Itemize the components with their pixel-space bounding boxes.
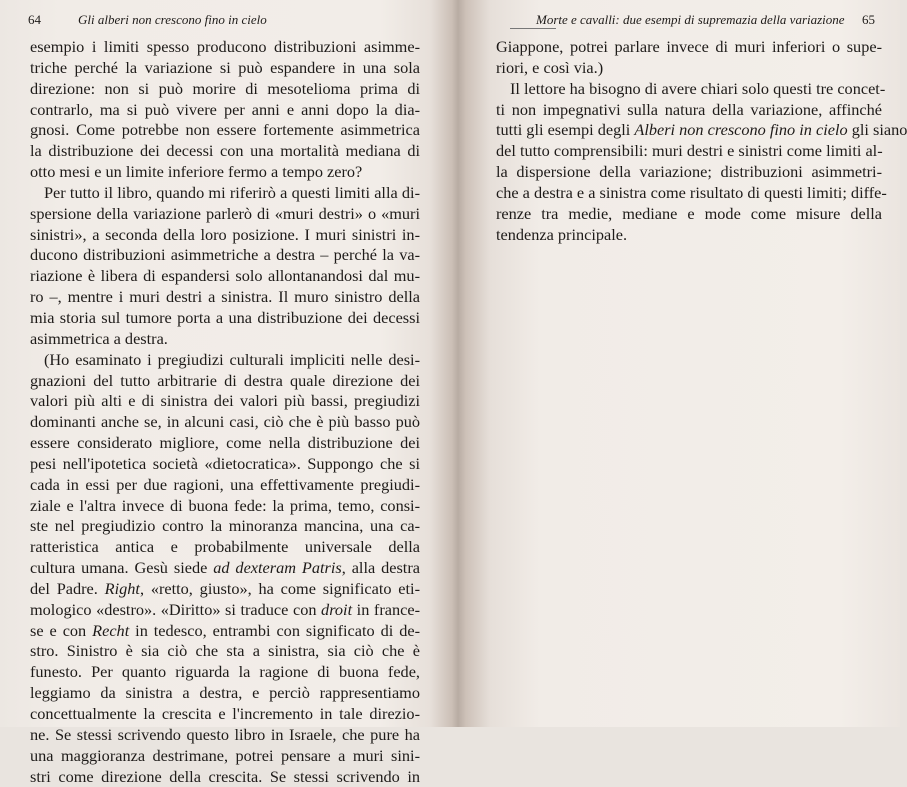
text-line: direzione: non si può morire di mesotelioma prima di: [30, 78, 420, 98]
text-line: triche perché la variazione si può espandere in una sola: [30, 57, 420, 77]
text-line: mologico «destro». «Diritto» si traduce con droit in france-: [30, 599, 421, 619]
text-line: spersione della variazione parlerò di «muri destri» o «muri: [30, 203, 420, 223]
text-line: gnosi. Come potrebbe non essere fortemente asimmetrica: [30, 120, 420, 140]
text-line: stro. Sinistro è sia ciò che sta a sinistra, sia ciò che è: [30, 641, 420, 661]
text-line: ro –, mentre i muri destri a sinistra. Il muro sinistro della: [30, 287, 420, 307]
left-page: [0, 0, 450, 786]
text-line: dominanti anche se, in alcuni casi, ciò che è più basso può: [30, 412, 420, 432]
text-line: cultura umana. Gesù siede ad dexteram Patris, alla destra: [30, 558, 420, 578]
page-body: [30, 37, 420, 787]
page-number: 65: [862, 12, 875, 27]
text-line: ste nel pregiudizio contro la minoranza mancina, una ca-: [30, 516, 420, 536]
text-line: riazione è libera di espandersi solo allontanandosi dal mu-: [30, 266, 420, 286]
text-line: tutti gli esempi degli Alberi non crescono fino in cielo gli siano: [496, 120, 907, 140]
text-line: otto mesi e un limite inferiore fermo a tempo zero?: [30, 162, 363, 182]
text-line: asimmetrica a destra.: [30, 328, 168, 348]
text-line: la dispersione della variazione; distribuzioni asimmetri-: [496, 162, 882, 182]
text-line: esempio i limiti spesso producono distribuzioni asimme-: [30, 37, 420, 56]
text-line: ti non impegnativi sulla natura della variazione, affinché: [496, 99, 882, 119]
text-line: del tutto comprensibili: muri destri e sinistri come limiti al-: [496, 141, 883, 161]
text-line: sinistri», a seconda della loro posizione. I muri sinistri in-: [30, 224, 420, 244]
text-line: ziale e l'altra invece di buona fede: la prima, temo, consi-: [30, 495, 420, 515]
text-line: Giappone, potrei parlare invece di muri inferiori o supe-: [496, 37, 882, 56]
text-line: che a destra e a sinistra come risultato di questi limiti; diffe-: [496, 182, 887, 202]
page-number: 64: [28, 12, 41, 27]
text-line: contrarlo, ma si può vivere per anni e anni dopo la dia-: [30, 99, 420, 119]
text-line: ratteristica antica e probabilmente universale della: [30, 537, 420, 557]
text-line: riori, e così via.): [496, 57, 604, 77]
text-line: del Padre. Right, «retto, giusto», ha come significato eti-: [30, 578, 420, 598]
text-line: una maggioranza destrimane, potrei pensare a muri sini-: [30, 745, 420, 765]
text-line: valori più alti e di sinistra dei valori più bassi, pregiudizi: [30, 391, 420, 411]
text-line: pesi nell'ipotetica società «dietocratica». Suppongo che si: [30, 453, 420, 473]
text-line: mia storia sul tumore porta a una distribuzione dei decessi: [30, 307, 420, 327]
running-head-rule: [510, 28, 556, 29]
text-line: gnazioni del tutto arbitrarie di destra quale direzione dei: [30, 370, 420, 390]
right-page: [460, 0, 907, 727]
text-line: cada in essi per due ragioni, una effettivamente pregiudi-: [30, 474, 420, 494]
text-line: ne. Se stessi scrivendo questo libro in Israele, che pure ha: [30, 724, 420, 744]
text-line: funesto. Per quanto riguarda la ragione di buona fede,: [30, 662, 420, 682]
text-line: la distribuzione dei decessi con una mortalità mediana di: [30, 141, 420, 161]
text-line: (Ho esaminato i pregiudizi culturali impliciti nelle desi-: [44, 349, 420, 369]
text-line: Il lettore ha bisogno di avere chiari solo questi tre concet-: [510, 78, 886, 98]
text-line: renze tra medie, mediane e mode come misure della: [496, 203, 882, 223]
text-line: leggiamo da sinistra a destra, e perciò rappresentiamo: [30, 683, 420, 703]
page-body: [496, 37, 907, 245]
text-line: ducono distribuzioni asimmetriche a destra – perché la va-: [30, 245, 420, 265]
text-line: concettualmente la crescita e l'incremento in tale direzio-: [30, 704, 420, 723]
text-line: Per tutto il libro, quando mi riferirò a questi limiti alla di-: [44, 182, 420, 202]
running-head: Gli alberi non crescono fino in cielo: [78, 12, 267, 27]
text-line: se e con Recht in tedesco, entrambi con significato di de-: [30, 620, 420, 640]
text-line: stri come direzione della crescita. Se stessi scrivendo in: [30, 766, 420, 786]
text-line: essere considerato migliore, come nella distribuzione dei: [30, 433, 420, 453]
text-line: tendenza principale.: [496, 224, 628, 244]
running-head: Morte e cavalli: due esempi di supremazia della variazione: [536, 12, 845, 27]
